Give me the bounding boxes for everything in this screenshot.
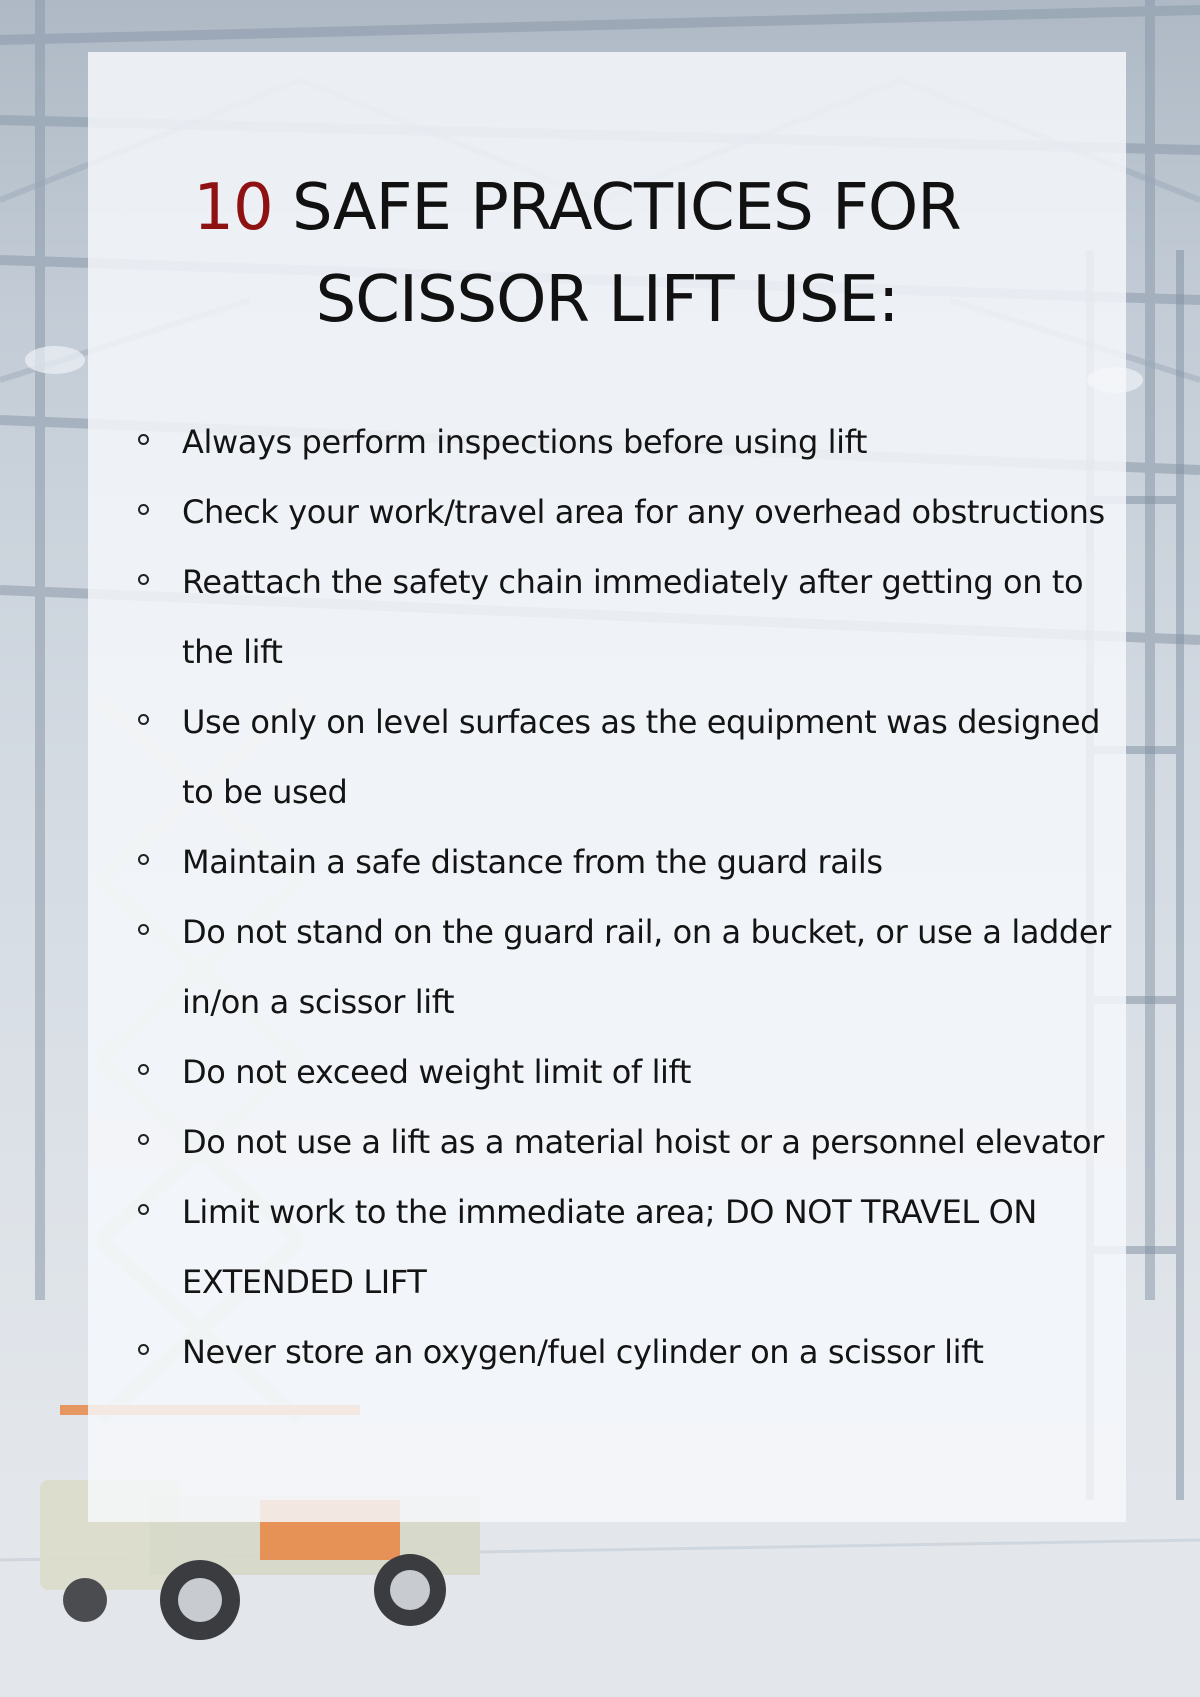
list-item (40, 477, 1128, 547)
list-item (40, 1107, 1128, 1177)
hollow-circle-bullet-icon (138, 924, 149, 935)
hollow-circle-bullet-icon (138, 1204, 149, 1215)
hollow-circle-bullet-icon (138, 1134, 149, 1145)
page-title (88, 162, 1126, 346)
list-item (40, 897, 1128, 1037)
list-item (40, 1177, 1128, 1317)
list-item-text: Do not stand on the guard rail, on a bucket, or use a ladder in/on a scissor lift (182, 913, 1111, 1021)
hollow-circle-bullet-icon (138, 1064, 149, 1075)
list-item (40, 1037, 1128, 1107)
hollow-circle-bullet-icon (138, 504, 149, 515)
list-item (40, 547, 1128, 687)
title-number: 10 (193, 171, 273, 245)
list-item (40, 827, 1128, 897)
content-card (88, 52, 1126, 1522)
hollow-circle-bullet-icon (138, 1344, 149, 1355)
list-item-text: Check your work/travel area for any overhead obstructions (182, 493, 1105, 531)
list-item-text: Limit work to the immediate area; DO NOT TRAVEL ON EXTENDED LIFT (182, 1193, 1037, 1301)
title-line-2: SCISSOR LIFT USE: (315, 263, 899, 337)
list-item (40, 687, 1128, 827)
hollow-circle-bullet-icon (138, 854, 149, 865)
safe-practices-list (128, 407, 1128, 1387)
list-item-text: Never store an oxygen/fuel cylinder on a scissor lift (182, 1333, 984, 1371)
hollow-circle-bullet-icon (138, 714, 149, 725)
list-item-text: Do not use a lift as a material hoist or a personnel elevator (182, 1123, 1104, 1161)
list-item-text: Maintain a safe distance from the guard rails (182, 843, 883, 881)
list-item-text: Use only on level surfaces as the equipment was designed to be used (182, 703, 1101, 811)
title-line-1 (88, 162, 1126, 254)
list-item (40, 407, 1128, 477)
list-item-text: Always perform inspections before using lift (182, 423, 868, 461)
title-line-1-text: SAFE PRACTICES FOR (272, 171, 961, 245)
list-item-text: Do not exceed weight limit of lift (182, 1053, 691, 1091)
list-item (40, 1317, 1128, 1387)
hollow-circle-bullet-icon (138, 434, 149, 445)
hollow-circle-bullet-icon (138, 574, 149, 585)
list-item-text: Reattach the safety chain immediately after getting on to the lift (182, 563, 1084, 671)
